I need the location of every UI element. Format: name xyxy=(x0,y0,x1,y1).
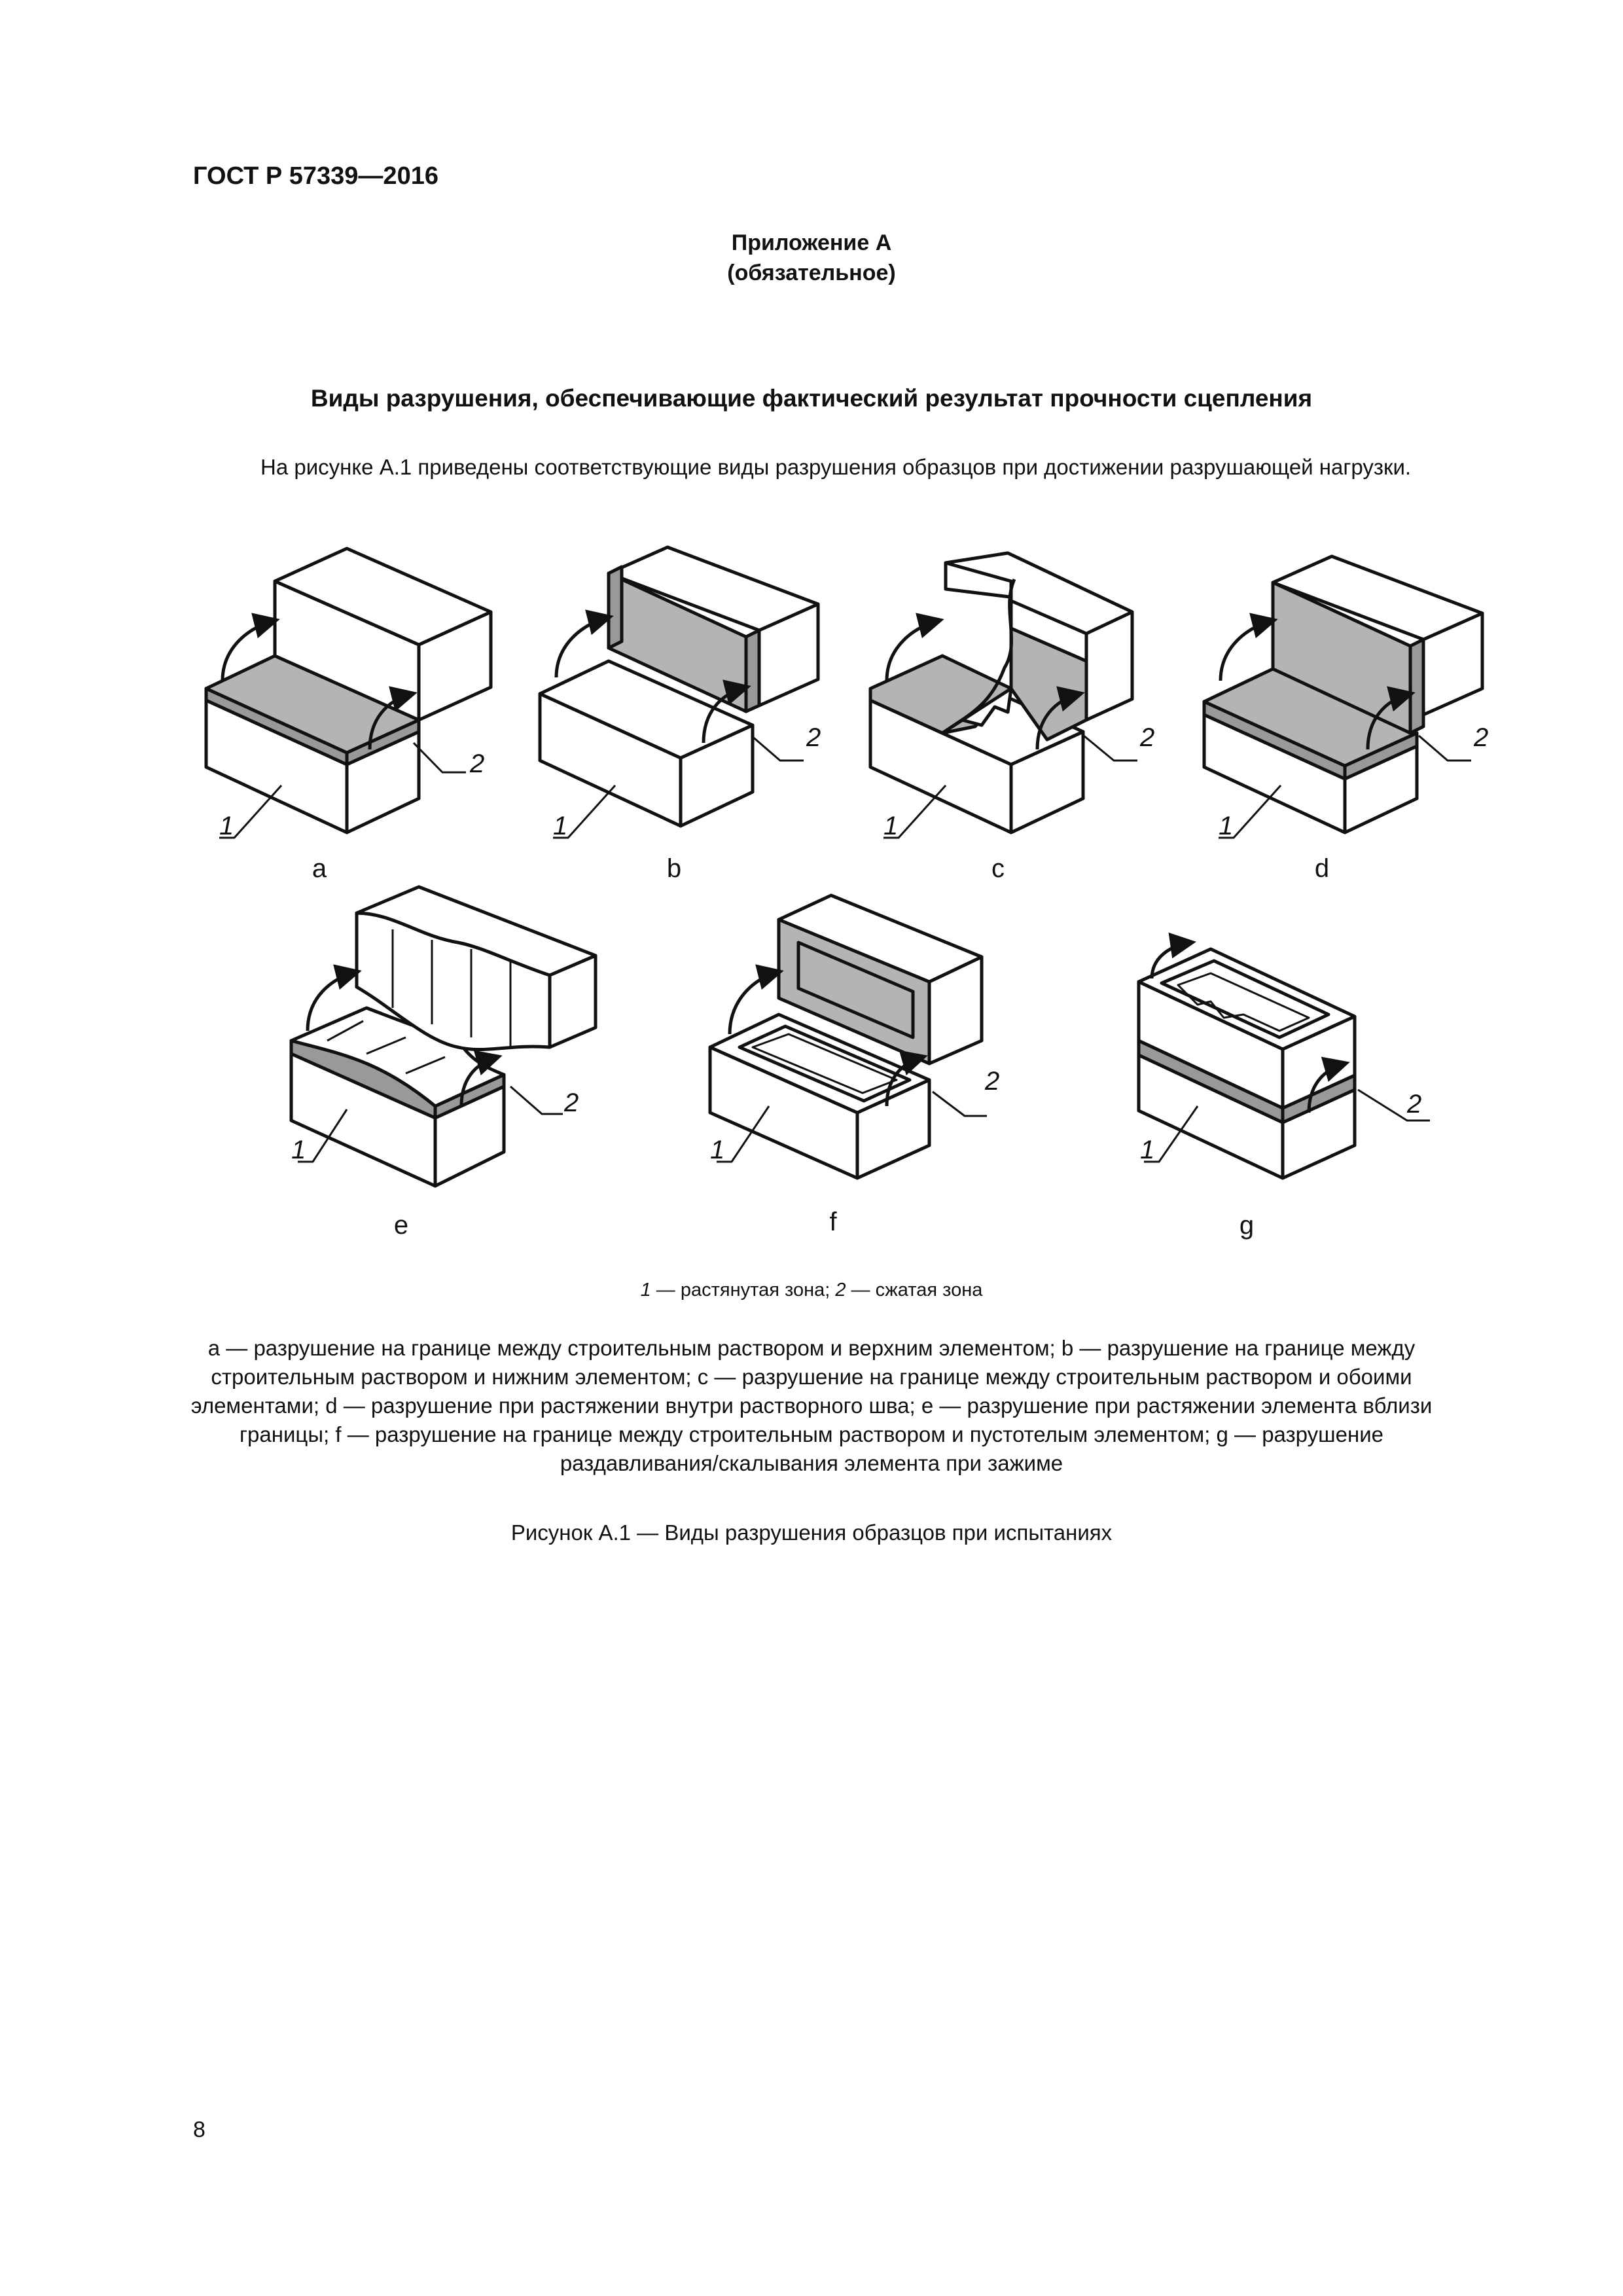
legend-number-2: 2 xyxy=(835,1280,846,1300)
section-heading: Виды разрушения, обеспечивающие фактический результат прочности сцепления xyxy=(310,385,1313,412)
callout-1-g: 1 xyxy=(1140,1136,1155,1164)
figure-title: Рисунок А.1 — Виды разрушения образцов при испытаниях xyxy=(510,1520,1113,1545)
figure-explanation: a — разрушение на границе между строительным раствором и верхним элементом; b — разрушение на границе между строительным раствором и нижним элементом; c — разрушение на границе между строительным раствором и обоими элементами; d — разрушение при растяжении внутри растворного шва; e — разрушение при растяжении элемента вблизи границы; f — разрушение на границе между строительным раствором и пустотелым элементом; g — разрушение раздавливания/скалывания элемента при зажиме xyxy=(190,1336,1433,1475)
page-number: 8 xyxy=(193,2117,205,2142)
callout-1-c: 1 xyxy=(883,812,899,840)
specimen-b xyxy=(540,547,818,838)
callout-1-b: 1 xyxy=(553,812,568,840)
specimen-d xyxy=(1204,556,1482,838)
specimen-f xyxy=(710,895,987,1178)
callout-2-e: 2 xyxy=(564,1088,579,1117)
legend-text-1: — растянутая зона; xyxy=(651,1280,836,1300)
specimen-a xyxy=(206,548,491,838)
callout-1-e: 1 xyxy=(291,1136,306,1164)
intro-paragraph: На рисунке А.1 приведены соответствующие виды разрушения образцов при достижении разрушающей нагрузки. xyxy=(260,455,1412,479)
callout-1-f: 1 xyxy=(710,1136,725,1164)
panel-label-a: a xyxy=(312,854,327,883)
legend-text-2: — сжатая зона xyxy=(846,1280,983,1300)
callout-2-a: 2 xyxy=(470,749,485,778)
figure-legend xyxy=(0,1280,1623,1301)
callout-2-c: 2 xyxy=(1140,723,1155,752)
standard-number: ГОСТ Р 57339—2016 xyxy=(193,162,438,190)
specimen-c xyxy=(870,553,1137,838)
callout-1-d: 1 xyxy=(1219,812,1234,840)
annex-title: Приложение А xyxy=(731,230,892,255)
callout-1-a: 1 xyxy=(219,812,234,840)
specimen-e xyxy=(291,887,596,1186)
panel-label-d: d xyxy=(1314,854,1330,883)
callout-2-f: 2 xyxy=(985,1067,1000,1096)
legend-number-1: 1 xyxy=(640,1280,651,1300)
panel-label-b: b xyxy=(666,854,682,883)
panel-label-g: g xyxy=(1239,1211,1255,1240)
annex-status: (обязательное) xyxy=(727,260,896,285)
panel-label-c: c xyxy=(991,854,1005,883)
callout-2-b: 2 xyxy=(806,723,821,752)
specimen-g xyxy=(1139,942,1430,1178)
panel-label-e: e xyxy=(393,1211,409,1240)
callout-2-g: 2 xyxy=(1407,1090,1422,1119)
panel-label-f: f xyxy=(829,1208,837,1236)
callout-2-d: 2 xyxy=(1474,723,1489,752)
